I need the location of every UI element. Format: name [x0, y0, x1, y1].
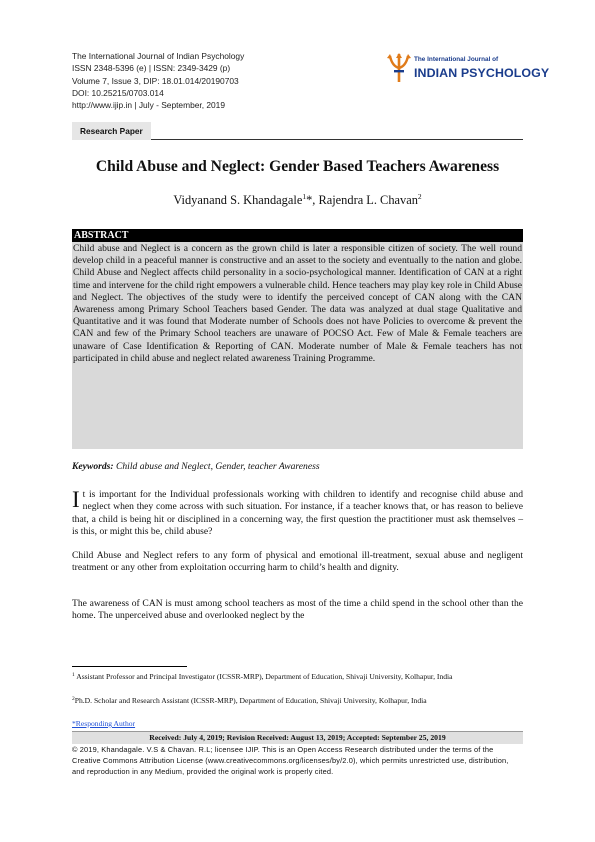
abstract-heading: ABSTRACT: [72, 229, 523, 242]
journal-url[interactable]: http://www.ijip.in | July - September, 2019: [72, 100, 225, 111]
abstract-text: Child abuse and Neglect is a concern as the grown child is later a responsible citizen of society. The well round develop child in a peaceful manner is constructive and an asset to the society and eventually to the nation and globe. Child Abuse and Neglect affects child personality in a socio-psychological manner. Identification of CAN at a right time and intervene for the child right empowers a vulnerable child. Hence teachers may play key role in Child Abuse and Neglect. The objectives of the study were to identify the perceived concept of CAN along with the CAN Awareness among Primary School Teachers based Gender. The data was analyzed at dual stage Qualitative and Quantitative and it was found that Moderate number of Schools does not have Policies to overcome & prevent the CAN and few of the Primary School teachers are unaware of POCSO Act. Few of Male & Female teachers are unaware of Case Identification & Reporting of CAN. Moderate number of Male & Female teachers has not participated in child abuse and neglect related awareness Training Programme.: [72, 242, 523, 449]
author-1-affil: 1: [302, 192, 307, 201]
footnote-1: [72, 672, 523, 682]
body-paragraph-3: The awareness of CAN is must among school teachers as most of the time a child spend in the school other than the home. The unperceived abuse and overlooked neglect by the: [72, 598, 523, 622]
keywords-label: Keywords:: [72, 461, 114, 472]
footnote-1-mark: 1: [72, 672, 75, 678]
keywords: [72, 461, 523, 472]
drop-cap: I: [72, 487, 80, 512]
author-2-affil: 2: [417, 192, 422, 201]
article-type-bar: [72, 121, 523, 140]
body-paragraph-1: [72, 489, 523, 539]
footnote-divider: [72, 666, 187, 667]
keywords-text: Child abuse and Neglect, Gender, teacher Awareness: [113, 461, 320, 472]
paragraph-1-text: t is important for the Individual professionals working with children to identify and recognise child abuse and neglect when they come across with such situation. For instance, if a teacher knows that, or has reason to believe that, a child is being hit or disciplined in a concerning way, the first question the practitioner must ask themselves – is this, or might this be, child abuse?: [72, 489, 523, 538]
paper-title: Child Abuse and Neglect: Gender Based Teachers Awareness: [95, 158, 500, 175]
footnote-1-text: Assistant Professor and Principal Investigator (ICSSR-MRP), Department of Education, Shivaji University, Kolhapur, India: [74, 672, 453, 681]
footnote-2: [72, 696, 523, 706]
footnote-2-mark: 2: [72, 696, 75, 702]
issn: ISSN 2348-5396 (e) | ISSN: 2349-3429 (p): [72, 63, 231, 74]
journal-header: [72, 50, 332, 111]
logo-small-text: The International Journal of: [414, 56, 499, 63]
article-type-label: Research Paper: [72, 122, 151, 140]
received-dates: Received: July 4, 2019; Revision Received: August 13, 2019; Accepted: September 25, 2019: [72, 731, 523, 744]
author-2: Rajendra L. Chavan: [318, 193, 418, 207]
logo-title: INDIAN PSYCHOLOGY: [414, 66, 550, 80]
footnote-2-text: Ph.D. Scholar and Research Assistant (ICSSR-MRP), Department of Education, Shivaji University, Kolhapur, India: [74, 696, 427, 705]
corresponding-author-link[interactable]: *Responding Author: [72, 719, 136, 728]
trident-logo-icon: [384, 52, 414, 88]
license-text: © 2019, Khandagale. V.S & Chavan. R.L; licensee IJIP. This is an Open Access Research distributed under the terms of the Creative Commons Attribution License (www.creativecommons.org/licenses/by/2.0), which permits unrestricted use, distribution, and reproduction in any Medium, provided the original work is properly cited.: [72, 745, 509, 776]
author-line: [60, 193, 535, 208]
journal-name: The International Journal of Indian Psychology: [72, 51, 245, 61]
author-1: Vidyanand S. Khandagale: [173, 193, 303, 207]
corresponding-mark: *,: [306, 193, 319, 207]
volume-issue: Volume 7, Issue 3, DIP: 18.01.014/20190703: [72, 75, 239, 86]
body-paragraph-2: Child Abuse and Neglect refers to any form of physical and emotional ill-treatment, sexual abuse and negligent treatment or any other from exploitation occurring harm to child’s health and dignity.: [72, 550, 523, 574]
doi: DOI: 10.25215/0703.014: [72, 87, 164, 98]
